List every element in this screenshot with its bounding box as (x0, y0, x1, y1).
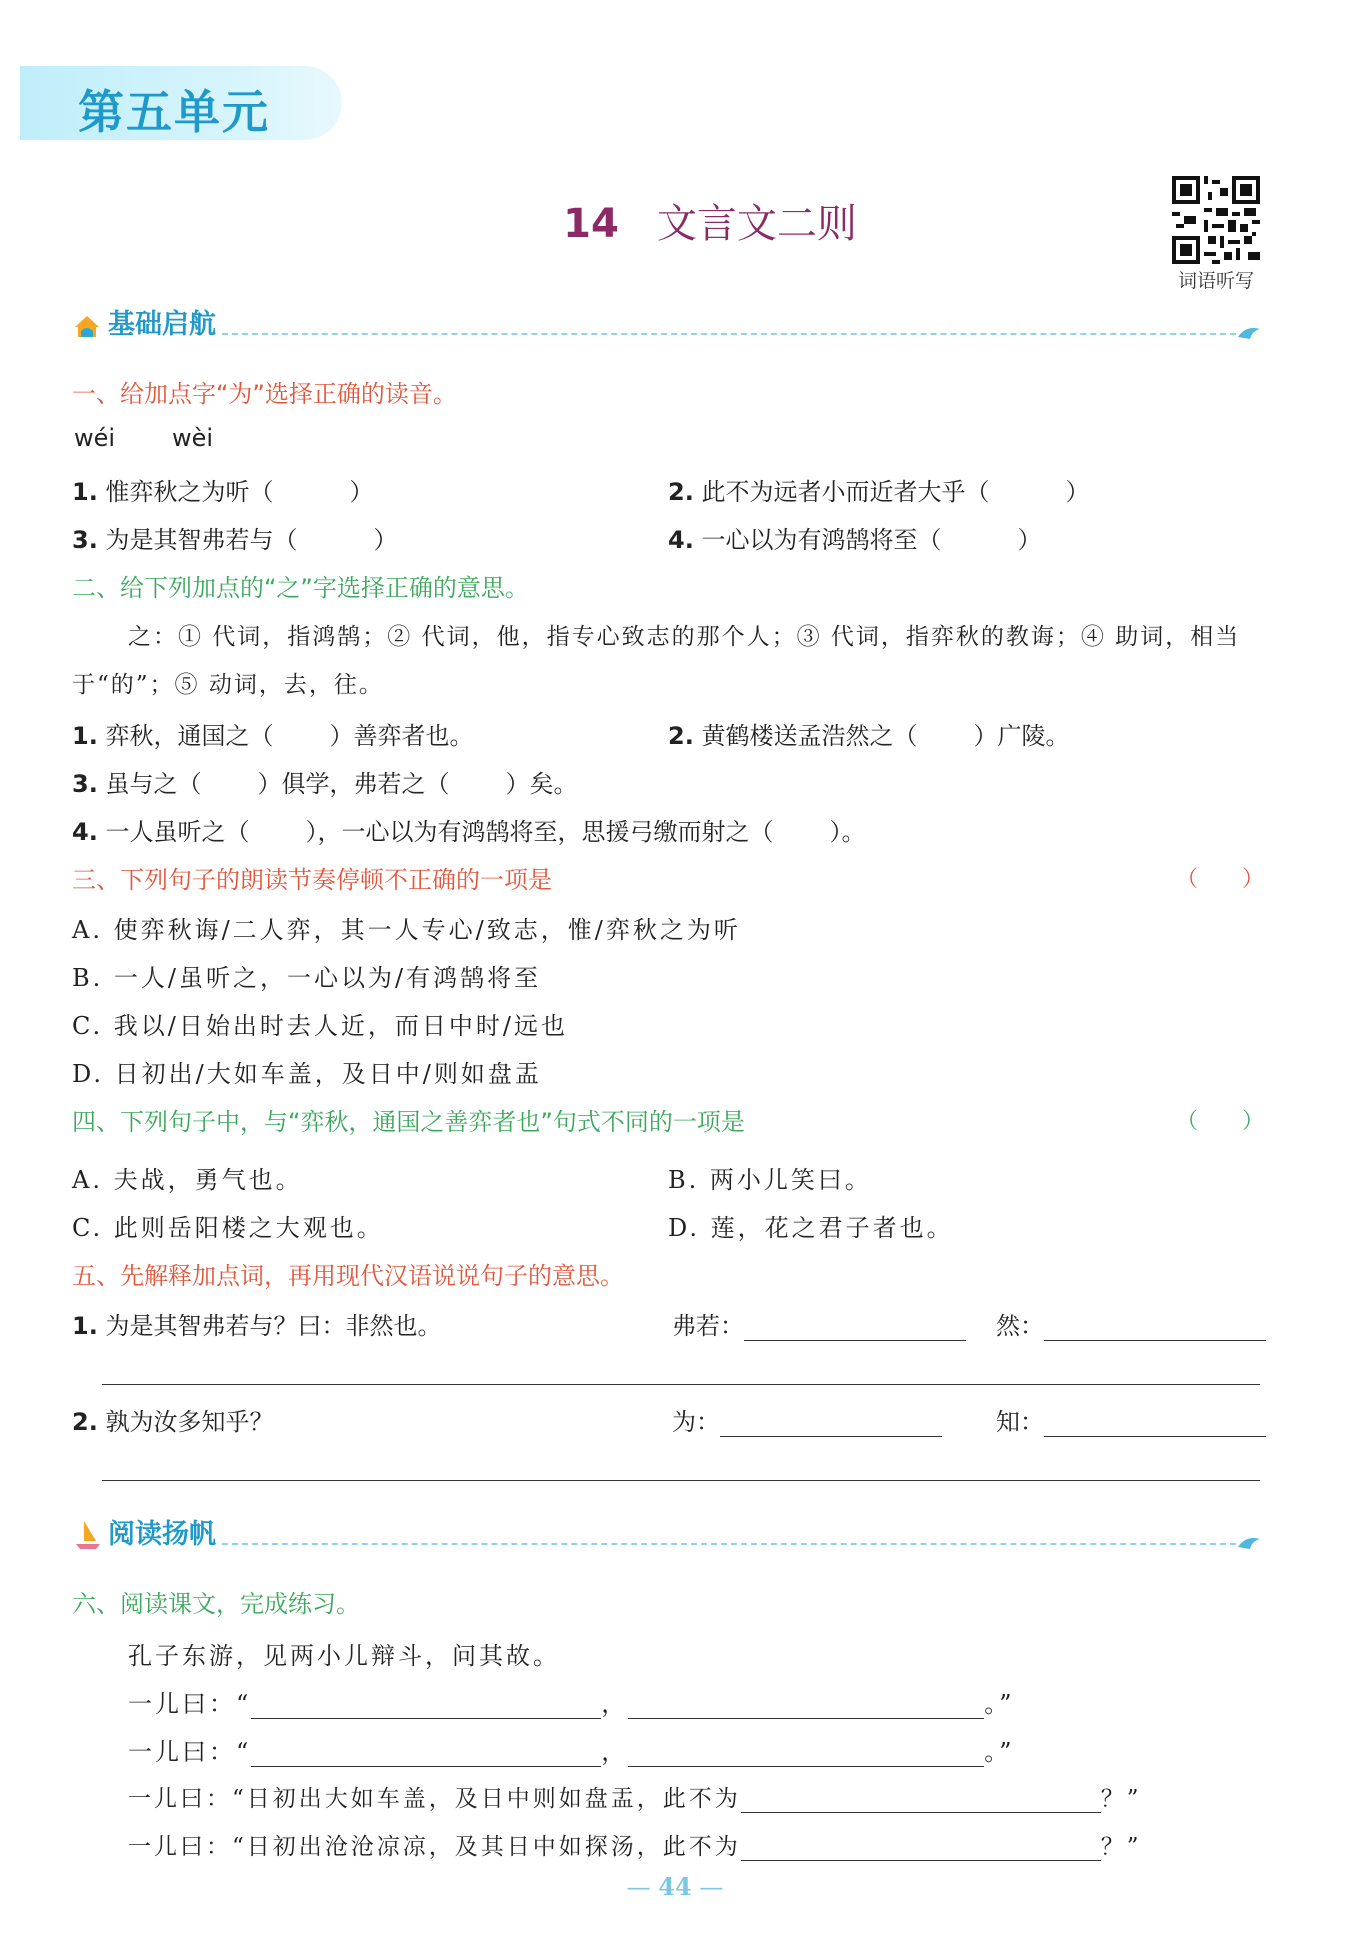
q6-intro: 孔子东游，见两小儿辩斗，问其故。 (128, 1642, 560, 1670)
wave-icon (1236, 323, 1262, 341)
q6-title: 六、阅读课文，完成练习。 (72, 1590, 360, 1618)
q3-answer-paren[interactable]: （ ） (1176, 867, 1265, 892)
answer-line[interactable] (628, 1738, 984, 1767)
q3-option-c: C. 我以/日始出时去人近，而日中时/远也 (72, 1012, 568, 1040)
q4-option-c: C. 此则岳阳楼之大观也。 (72, 1214, 384, 1242)
q6-line-4: 一儿曰：“日初出沧沧凉凉，及其日中如探汤，此不为 ？” (128, 1834, 1142, 1860)
q1-item-4: 4. 一心以为有鸿鹄将至（ ） (668, 526, 1042, 554)
answer-line[interactable] (741, 1832, 1101, 1861)
q3-option-a: A. 使弈秋诲/二人弈，其一人专心/致志，惟/弈秋之为听 (72, 916, 741, 944)
q2-item-4: 4. 一人虽听之（ ），一心以为有鸿鹄将至，思援弓缴而射之（ ）。 (72, 818, 866, 846)
q2-item-1: 1. 弈秋，通国之（ ）善弈者也。 (72, 722, 474, 750)
lesson-number: 14 (563, 201, 619, 247)
qr-code-icon[interactable] (1172, 176, 1260, 264)
section-basic (72, 302, 1262, 341)
q2-item-2: 2. 黄鹤楼送孟浩然之（ ）广陵。 (668, 722, 1070, 750)
q6-line-1: 一儿曰：“ ， 。” (128, 1690, 1015, 1718)
q1-option-wei4: wèi (172, 424, 214, 452)
q1-item-1: 1. 惟弈秋之为听（ ） (72, 478, 374, 506)
answer-line[interactable] (1044, 1408, 1266, 1437)
answer-line[interactable] (1044, 1312, 1266, 1341)
q4-answer-paren[interactable]: （ ） (1176, 1109, 1265, 1134)
q2-title: 二、给下列加点的“之”字选择正确的意思。 (72, 574, 529, 602)
section-divider (222, 333, 1236, 335)
page-number: — 44 — (626, 1872, 724, 1901)
answer-line[interactable] (744, 1312, 966, 1341)
q5-sentence-1: 1. 为是其智弗若与？曰：非然也。 (72, 1312, 442, 1340)
q5-word-ran: 然： (996, 1306, 1266, 1341)
section-reading-label: 阅读扬帆 (108, 1519, 216, 1550)
section-reading (72, 1512, 1262, 1551)
q5-sentence-2: 2. 孰为汝多知乎？ (72, 1408, 274, 1436)
q3-option-b: B. 一人/虽听之，一心以为/有鸿鹄将至 (72, 964, 542, 992)
answer-line[interactable] (720, 1408, 942, 1437)
q5-word-furuo: 弗若： (672, 1306, 966, 1341)
sailboat-icon (72, 1519, 102, 1551)
q4-option-d: D. 莲，花之君子者也。 (668, 1214, 954, 1242)
section-basic-label: 基础启航 (108, 309, 216, 340)
q1-title: 一、给加点字“为”选择正确的读音。 (72, 380, 457, 408)
q2-item-3: 3. 虽与之（ ）俱学，弗若之（ ）矣。 (72, 770, 578, 798)
q1-item-3: 3. 为是其智弗若与（ ） (72, 526, 398, 554)
q5-title: 五、先解释加点词，再用现代汉语说说句子的意思。 (72, 1262, 624, 1290)
wave-icon (1236, 1533, 1262, 1551)
q2-definitions-line2: 于“的”；⑤ 动词，去，往。 (72, 672, 384, 698)
answer-line[interactable] (741, 1784, 1101, 1813)
q4-option-a: A. 夫战，勇气也。 (72, 1166, 303, 1194)
q5-word-zhi: 知： (996, 1402, 1266, 1437)
answer-line[interactable] (628, 1690, 984, 1719)
qr-label: 词语听写 (1177, 270, 1254, 292)
q6-line-2: 一儿曰：“ ， 。” (128, 1738, 1015, 1766)
answer-line[interactable] (251, 1738, 601, 1767)
q1-option-wei2: wéi (74, 424, 116, 452)
q2-definitions-line1: 之：① 代词，指鸿鹄；② 代词，他，指专心致志的那个人；③ 代词，指弈秋的教诲；④ 助词，相当 (128, 624, 1241, 650)
q3-option-d: D. 日初出/大如车盖，及日中/则如盘盂 (72, 1060, 542, 1088)
answer-line[interactable] (102, 1384, 1260, 1385)
answer-line[interactable] (102, 1480, 1260, 1481)
q1-item-2: 2. 此不为远者小而近者大乎（ ） (668, 478, 1090, 506)
house-icon (72, 311, 102, 341)
q4-title: 四、下列句子中，与“弈秋，通国之善弈者也”句式不同的一项是 (72, 1108, 745, 1136)
q5-word-wei: 为： (672, 1402, 942, 1437)
q3-title: 三、下列句子的朗读节奏停顿不正确的一项是 (72, 866, 552, 894)
lesson-name: 文言文二则 (656, 201, 857, 247)
lesson-title (0, 192, 1350, 249)
q6-line-3: 一儿曰：“日初出大如车盖，及日中则如盘盂，此不为 ？” (128, 1786, 1142, 1812)
q4-option-b: B. 两小儿笑曰。 (668, 1166, 872, 1194)
section-divider (222, 1543, 1236, 1545)
unit-title: 第五单元 (78, 85, 270, 139)
answer-line[interactable] (251, 1690, 601, 1719)
